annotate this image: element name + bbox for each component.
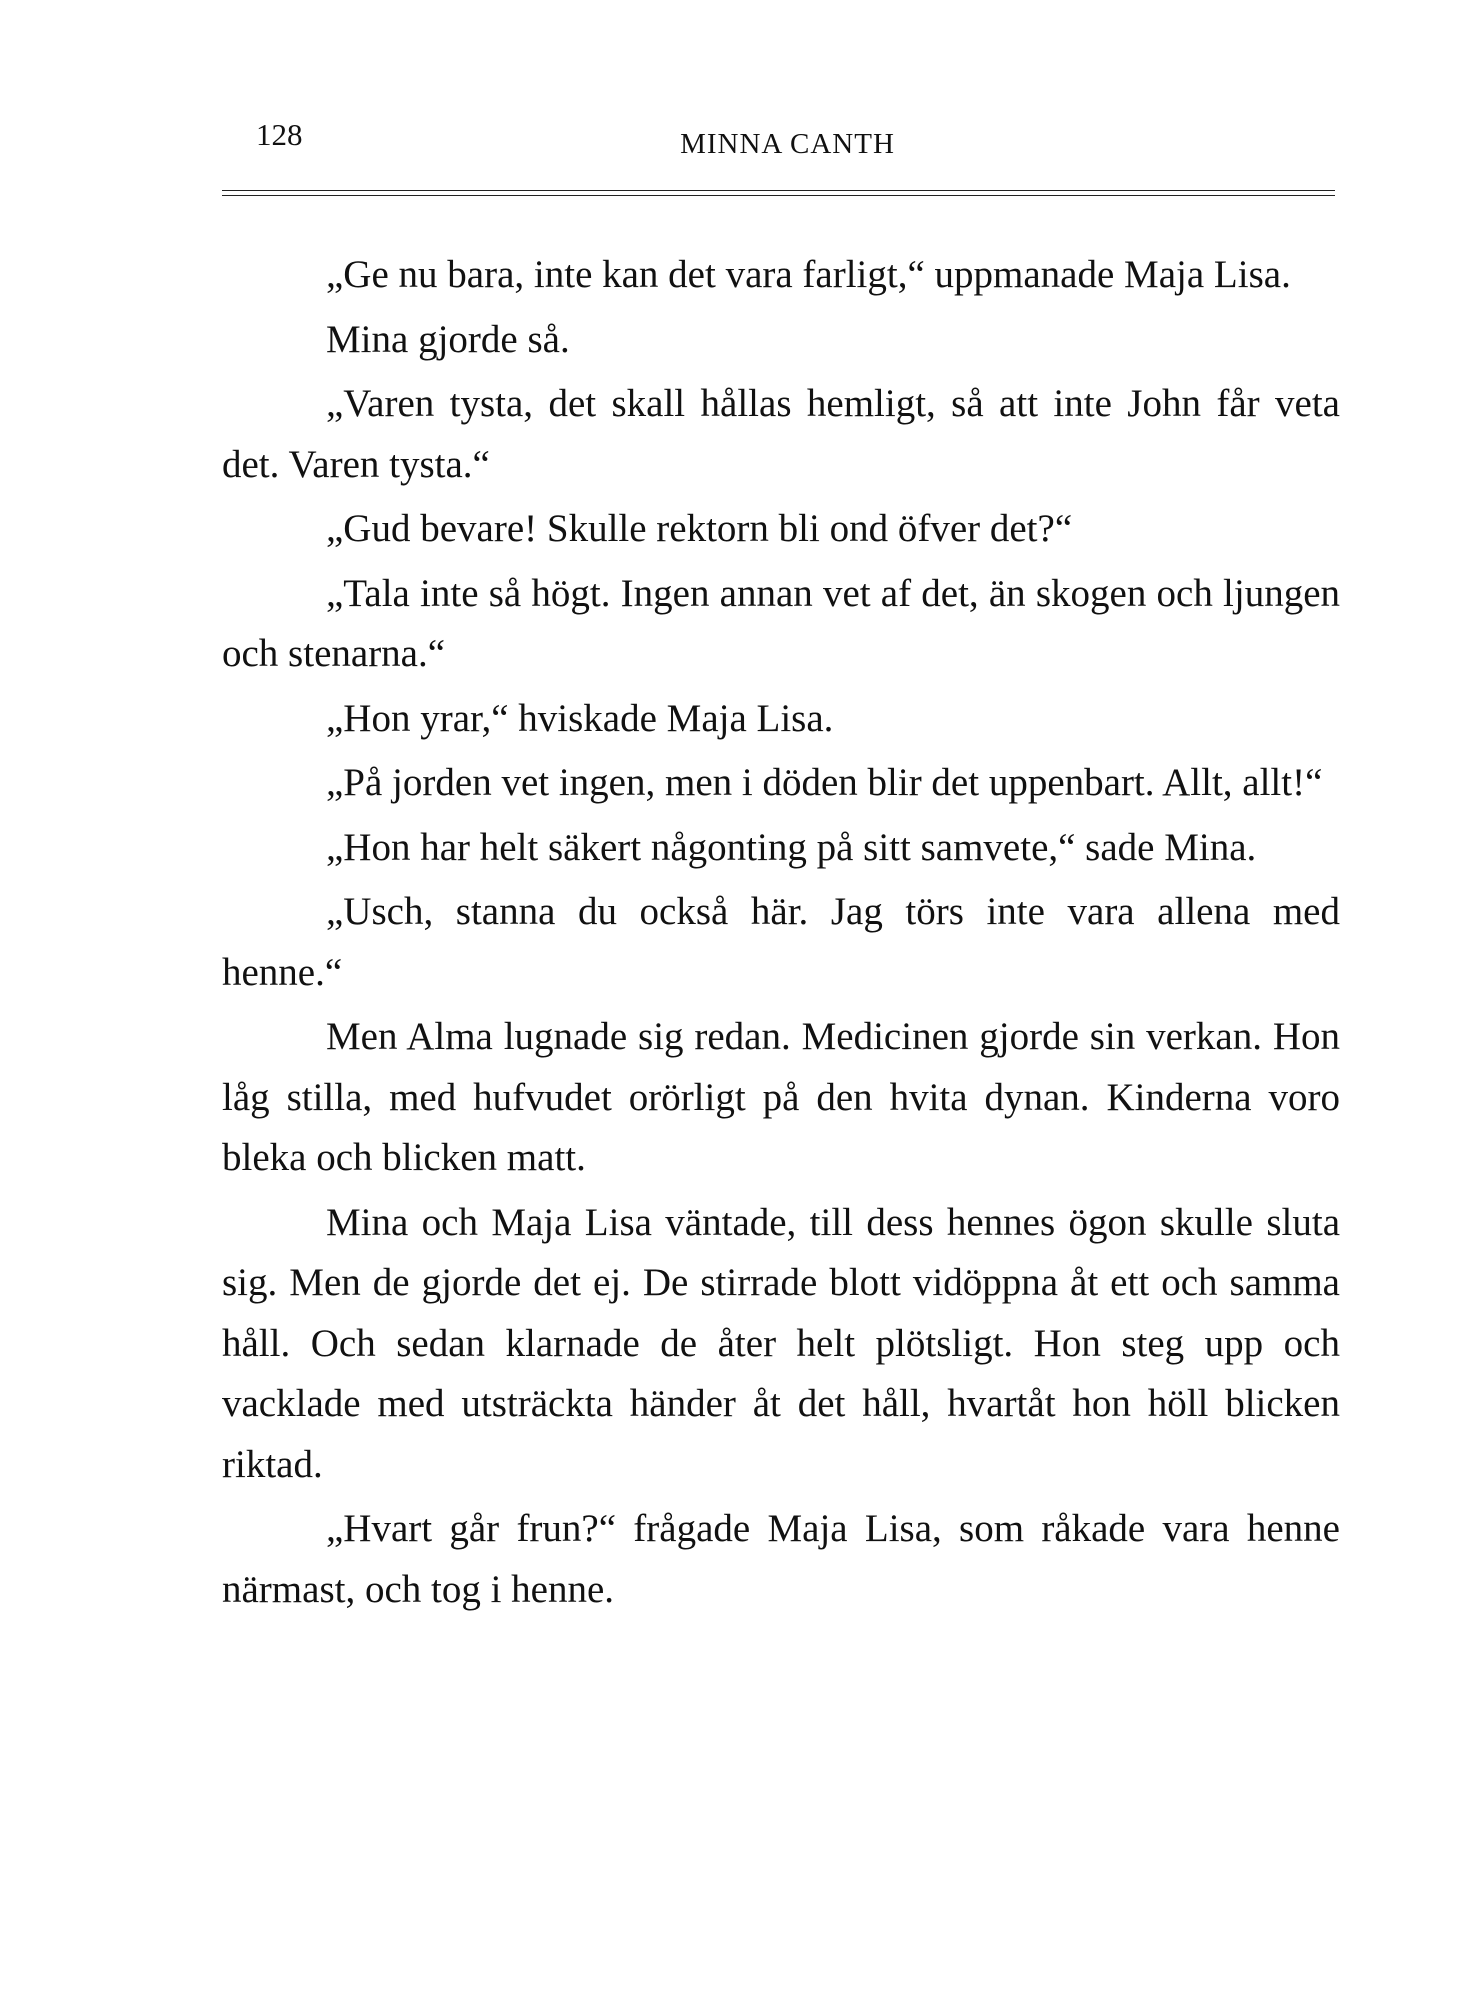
paragraph: „Varen tysta, det skall hållas hemligt, så att inte John får veta det. Varen tysta.“ xyxy=(222,382,1340,486)
paragraph: Men Alma lugnade sig redan. Medicinen gjorde sin verkan. Hon låg stilla, med hufvudet orörligt på den hvita dynan. Kinderna voro bleka och blicken matt. xyxy=(222,1015,1340,1179)
paragraph: „Gud bevare! Skulle rektorn bli ond öfver det?“ xyxy=(326,507,1073,550)
paragraph: Mina och Maja Lisa väntade, till dess hennes ögon skulle sluta sig. Men de gjorde det ej. De stirrade blott vidöppna åt ett och samma håll. Och sedan klarnade de åter helt plötsligt. Hon steg upp och vacklade med utsträckta händer åt det håll, hvartåt hon höll blicken riktad. xyxy=(222,1200,1340,1486)
paragraph: „Hon yrar,“ hviskade Maja Lisa. xyxy=(326,696,834,740)
page-number: 128 xyxy=(256,117,303,152)
paragraph: Mina gjorde så. xyxy=(326,317,570,361)
paragraph: „Ge nu bara, inte kan det vara farligt,“ uppmanade Maja Lisa. xyxy=(326,253,1291,296)
paragraph: „Hvart går frun?“ frågade Maja Lisa, som råkade vara henne närmast, och tog i henne. xyxy=(222,1507,1340,1611)
running-title: MINNA CANTH xyxy=(680,128,895,160)
paragraph: „På jorden vet ingen, men i döden blir det uppenbart. Allt, allt!“ xyxy=(326,761,1323,804)
body-text xyxy=(222,245,1340,1624)
paragraph: „Usch, stanna du också här. Jag törs inte vara allena med henne.“ xyxy=(222,890,1340,994)
paragraph: „Tala inte så högt. Ingen annan vet af det, än skogen och ljungen och stenarna.“ xyxy=(222,571,1340,675)
paragraph: „Hon har helt säkert någonting på sitt samvete,“ sade Mina. xyxy=(326,825,1257,869)
header-rule xyxy=(222,190,1335,196)
